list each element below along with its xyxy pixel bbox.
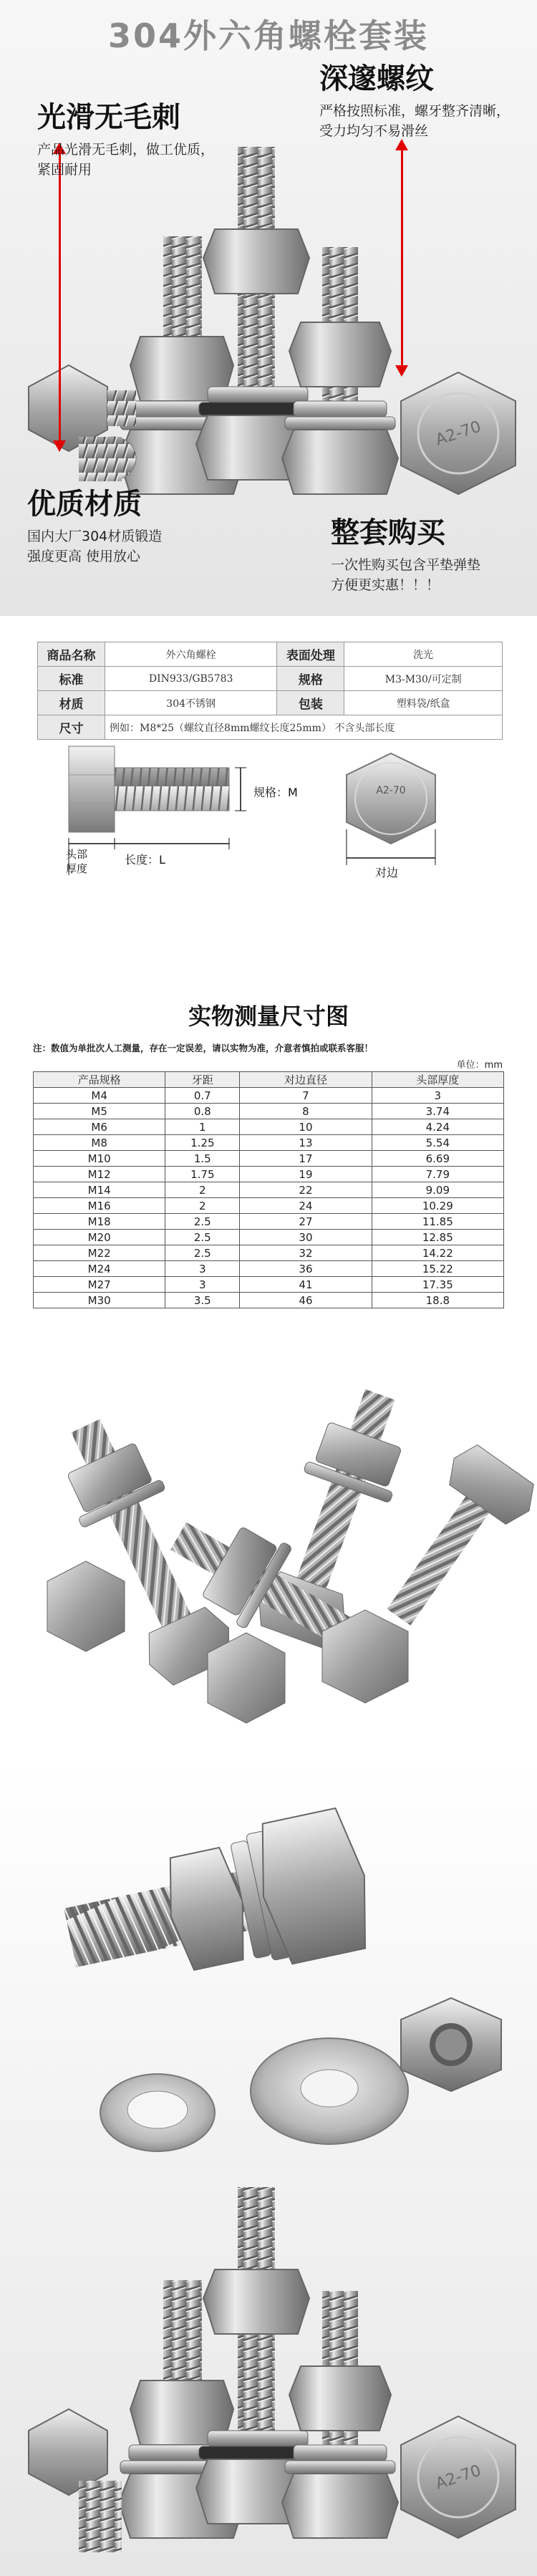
column-header: 头部厚度 (372, 1072, 503, 1088)
spec-value: 例如：M8*25（螺纹直径8mm螺纹长度25mm） 不含头部长度 (105, 715, 503, 740)
feature-line: 受力均匀不易滑丝 (319, 123, 429, 139)
hex-nut (203, 229, 309, 294)
spring-washer (294, 401, 387, 417)
table-cell: 3 (372, 1088, 503, 1104)
assorted-bolts-illustration (0, 1316, 537, 1755)
table-cell: M4 (34, 1088, 165, 1104)
feature-line: 方便更实惠！！！ (331, 577, 440, 593)
head-label: 厚度 (66, 862, 88, 875)
feature-line: 严格按照标准，螺牙整齐清晰， (319, 103, 511, 119)
table-row (34, 1198, 504, 1214)
nut-marking: A2-70 (433, 418, 483, 450)
table-cell: M10 (34, 1151, 165, 1167)
table-cell: 1.75 (165, 1167, 240, 1182)
spec-key: 规格 (277, 667, 344, 691)
table-cell: M6 (34, 1119, 165, 1135)
column-header: 牙距 (165, 1072, 240, 1088)
length-label: 长度：L (125, 853, 165, 867)
bolt-head-top (347, 753, 435, 844)
feature-title: 深邃螺纹 (319, 62, 434, 95)
spec-value: M3-M30/可定制 (344, 667, 503, 691)
feature-line: 国内大厂304材质锻造 (27, 529, 163, 544)
bolt-thread-side (115, 768, 229, 811)
bolt-nut-washers-illustration (0, 1762, 537, 2173)
table-cell: 1.25 (165, 1135, 240, 1151)
table-cell: 12.85 (372, 1230, 503, 1245)
bolt-head-side (69, 746, 115, 832)
spec-value: 304不锈钢 (105, 691, 277, 715)
table-cell: 9.09 (372, 1182, 503, 1198)
table-cell: 19 (240, 1167, 372, 1182)
product-photo-components (0, 1762, 537, 2173)
spec-value: 塑料袋/纸盒 (344, 691, 503, 715)
table-cell: M8 (34, 1135, 165, 1151)
table-cell: 0.8 (165, 1104, 240, 1119)
across-label: 对边 (375, 866, 399, 879)
table-row (38, 667, 503, 691)
table-cell: 13 (240, 1135, 372, 1151)
table-cell: 22 (240, 1182, 372, 1198)
table-cell: 3 (165, 1261, 240, 1277)
feature-line: 强度更高 使用放心 (27, 549, 141, 564)
table-cell: 10.29 (372, 1198, 503, 1214)
table-row (34, 1182, 504, 1198)
measure-title: 实物测量尺寸图 (188, 1003, 349, 1030)
spec-key: 商品名称 (38, 642, 105, 667)
table-cell: 7.79 (372, 1167, 503, 1182)
bolt-set-illustration (0, 2173, 537, 2576)
table-cell: 24 (240, 1198, 372, 1214)
table-row (38, 691, 503, 715)
table-cell: 30 (240, 1230, 372, 1245)
table-cell: M12 (34, 1167, 165, 1182)
spec-key: 材质 (38, 691, 105, 715)
product-photo-assorted (0, 1316, 537, 1755)
measure-section (0, 994, 537, 1316)
spec-value: 外六角螺栓 (105, 642, 277, 667)
table-cell: 2 (165, 1182, 240, 1198)
table-cell: 1.5 (165, 1151, 240, 1167)
table-cell: 5.54 (372, 1135, 503, 1151)
table-cell: 1 (165, 1119, 240, 1135)
product-photo-set (0, 2173, 537, 2576)
table-cell: 18.8 (372, 1293, 503, 1308)
table-row (34, 1214, 504, 1230)
hex-nut (289, 322, 391, 387)
table-cell: 7 (240, 1088, 372, 1104)
table-cell: 11.85 (372, 1214, 503, 1230)
table-cell: 3 (165, 1277, 240, 1293)
table-cell: 36 (240, 1261, 372, 1277)
table-cell: 3.74 (372, 1104, 503, 1119)
hero-banner (0, 0, 537, 616)
spec-key: 表面处理 (277, 642, 344, 667)
bolt-shank (107, 390, 136, 426)
table-cell: 3.5 (165, 1293, 240, 1308)
spec-table (37, 642, 503, 740)
table-cell: M24 (34, 1261, 165, 1277)
table-header-row (34, 1072, 504, 1088)
feature-material (27, 481, 162, 566)
hex-head (282, 430, 398, 494)
table-row (34, 1230, 504, 1245)
feature-line: 产品光滑无毛刺，做工优质， (37, 142, 215, 158)
head-marking: A2-70 (376, 785, 406, 796)
table-cell: 8 (240, 1104, 372, 1119)
table-cell: M30 (34, 1293, 165, 1308)
table-row (34, 1245, 504, 1261)
table-row (34, 1088, 504, 1104)
spec-section (0, 622, 537, 994)
table-cell: 0.7 (165, 1088, 240, 1104)
spring-washer (208, 387, 308, 402)
table-row (34, 1293, 504, 1308)
measure-unit: 单位：mm (456, 1060, 503, 1071)
table-cell: 2.5 (165, 1245, 240, 1261)
feature-smooth (37, 95, 214, 180)
arrow-line (401, 150, 403, 365)
table-cell: M16 (34, 1198, 165, 1214)
measure-table (33, 1071, 504, 1308)
table-cell: 17.35 (372, 1277, 503, 1293)
spec-key: 标准 (38, 667, 105, 691)
table-cell: M5 (34, 1104, 165, 1119)
table-cell: 4.24 (372, 1119, 503, 1135)
table-row (34, 1167, 504, 1182)
flat-washer (285, 417, 395, 430)
feature-line: 一次性购买包含平垫弹垫 (331, 557, 481, 573)
feature-thread (319, 56, 510, 141)
feature-title: 光滑无毛刺 (37, 101, 180, 134)
table-cell: M20 (34, 1230, 165, 1245)
table-cell: 2 (165, 1198, 240, 1214)
spec-value: DIN933/GB5783 (105, 667, 277, 691)
table-cell: M27 (34, 1277, 165, 1293)
table-cell: 41 (240, 1277, 372, 1293)
table-cell: 2.5 (165, 1230, 240, 1245)
table-cell: 10 (240, 1119, 372, 1135)
table-cell: 14.22 (372, 1245, 503, 1261)
spec-key: 尺寸 (38, 715, 105, 740)
table-cell: 27 (240, 1214, 372, 1230)
feature-title: 优质材质 (27, 488, 142, 521)
table-row (34, 1277, 504, 1293)
arrow-line (59, 154, 61, 440)
table-cell: M18 (34, 1214, 165, 1230)
column-header: 对边直径 (240, 1072, 372, 1088)
measure-table-body (34, 1088, 504, 1308)
table-row (34, 1104, 504, 1119)
table-cell: M22 (34, 1245, 165, 1261)
table-row (34, 1135, 504, 1151)
nut-marking: A2-70 (433, 2461, 483, 2494)
table-row (38, 642, 503, 667)
head-label: 头部 (66, 848, 88, 861)
table-cell: 15.22 (372, 1261, 503, 1277)
table-cell: 32 (240, 1245, 372, 1261)
table-row (34, 1151, 504, 1167)
table-cell: 6.69 (372, 1151, 503, 1167)
table-cell: 46 (240, 1293, 372, 1308)
table-cell: 2.5 (165, 1214, 240, 1230)
measure-note: 注：数值为单批次人工测量，存在一定误差，请以实物为准，介意者慎拍或联系客服！ (33, 1043, 374, 1053)
spec-key: 包装 (277, 691, 344, 715)
table-cell: 17 (240, 1151, 372, 1167)
feature-title: 整套购买 (331, 516, 445, 549)
page-title: 304外六角螺栓套装 (107, 16, 430, 55)
spec-label: 规格：M (253, 786, 298, 799)
feature-set (331, 510, 480, 595)
table-row (34, 1119, 504, 1135)
spec-value: 洗光 (344, 642, 503, 667)
table-row (38, 715, 503, 740)
feature-line: 紧固耐用 (37, 162, 92, 178)
table-row (34, 1261, 504, 1277)
table-cell: M14 (34, 1182, 165, 1198)
arrow-down-icon (395, 365, 408, 377)
column-header: 产品规格 (34, 1072, 165, 1088)
